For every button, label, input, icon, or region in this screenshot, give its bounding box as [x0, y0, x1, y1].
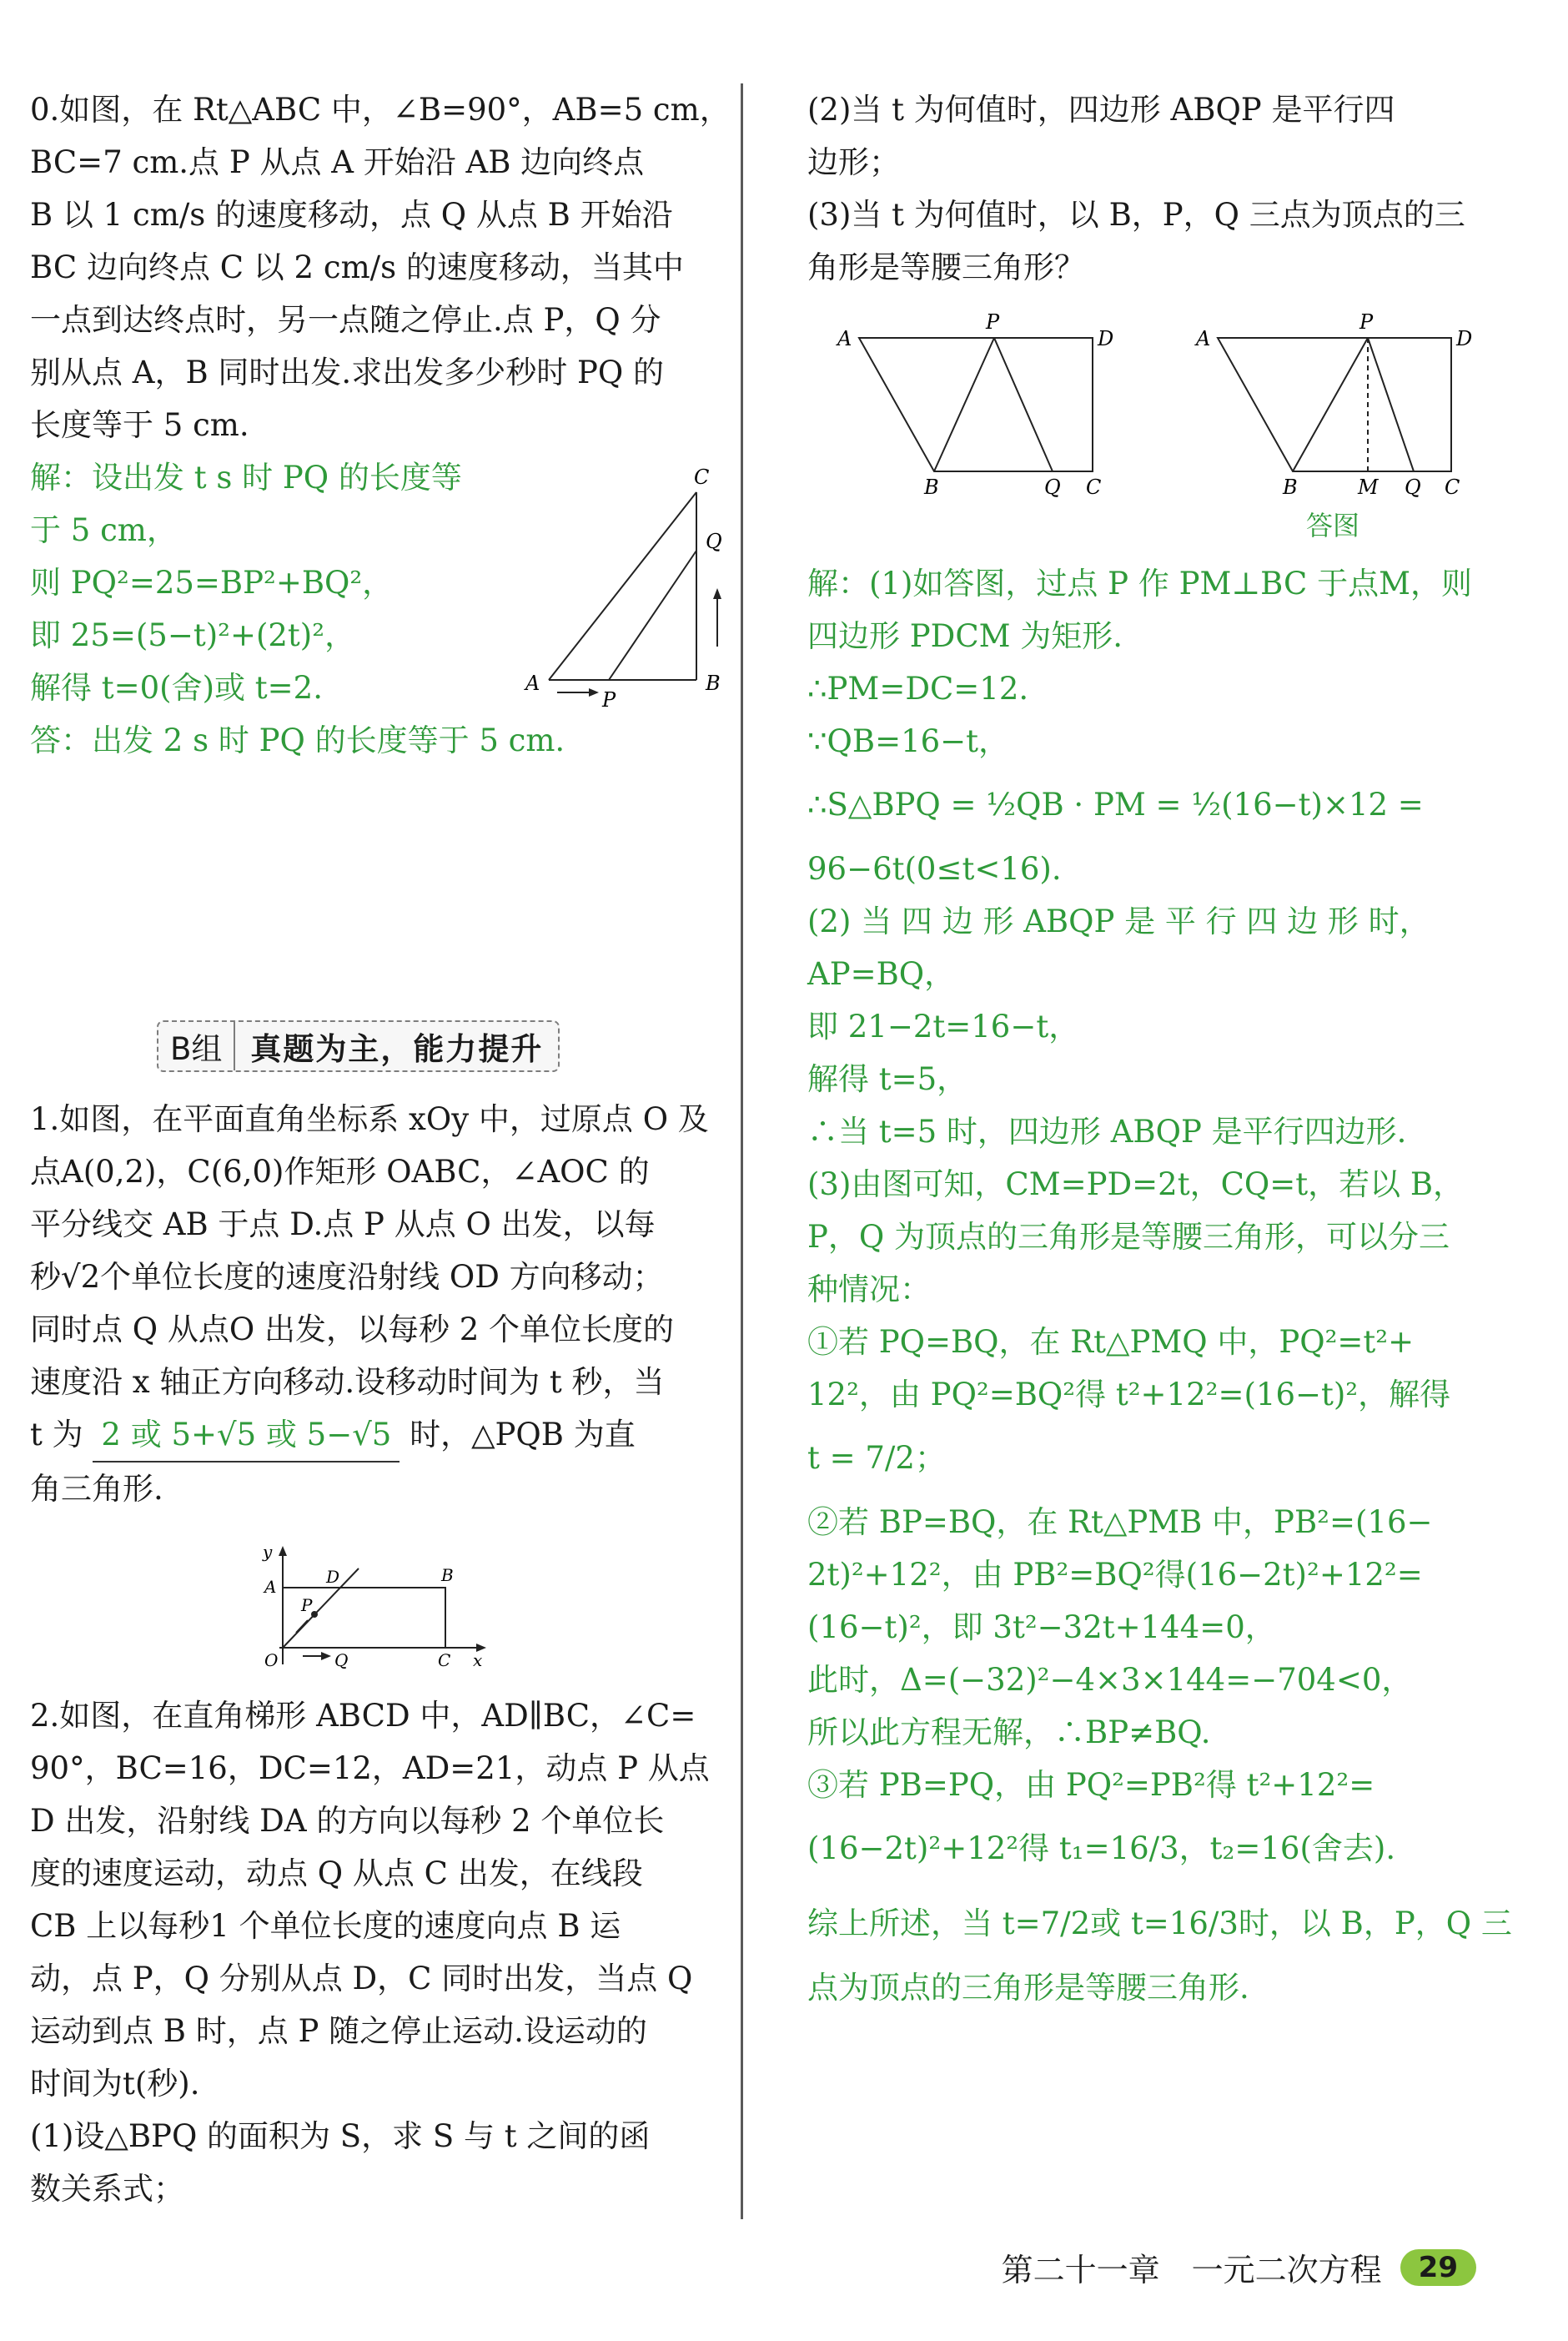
q1-line: 速度沿 x 轴正方向移动.设移动时间为 t 秒，当: [30, 1364, 665, 1400]
fig2-left-label-b: B: [924, 476, 939, 499]
chapter-title: 第二十一章 一元二次方程: [1001, 2252, 1382, 2288]
solution-line: 解：(1)如答图，过点 P 作 PM⊥BC 于点M，则: [807, 566, 1472, 602]
q0-line: 别从点 A，B 同时出发.求出发多少秒时 PQ 的: [30, 355, 664, 390]
solution-line: ∴S△BPQ = ½QB · PM = ½(16−t)×12 =: [807, 787, 1424, 823]
q2-line: 数关系式；: [30, 2171, 184, 2207]
q1-line: 1.如图，在平面直角坐标系 xOy 中，过原点 O 及: [30, 1101, 709, 1137]
section-tag: [157, 1020, 560, 1072]
fig1-label-d: D: [326, 1567, 340, 1587]
solution-line: ∴当 t=5 时，四边形 ABQP 是平行四边形.: [807, 1114, 1407, 1150]
q0-line: B 以 1 cm/s 的速度移动，点 Q 从点 B 开始沿: [30, 197, 673, 233]
q2-line: (1)设△BPQ 的面积为 S，求 S 与 t 之间的函: [30, 2118, 651, 2154]
fig1-label-y: y: [263, 1542, 273, 1562]
solution-line: 96−6t(0≤t<16).: [807, 851, 1062, 887]
q2-line: 时间为t(秒).: [30, 2066, 200, 2102]
fig1-label-o: O: [264, 1650, 279, 1670]
fig2-right-label-c: C: [1445, 476, 1460, 499]
question-2: [30, 1689, 722, 2215]
q0-solution-line: 解得 t=0(舍)或 t=2.: [30, 670, 323, 706]
q0-solution-line: 于 5 cm，: [30, 512, 178, 548]
fig2-left-label-d: D: [1098, 327, 1114, 350]
section-group: B组: [158, 1022, 235, 1070]
section-title: 真题为主，能力提升: [250, 1030, 544, 1067]
fig2-right-label-m: M: [1358, 476, 1379, 499]
q0-solution-line: 则 PQ²=25=BP²+BQ²，: [30, 565, 394, 601]
fig2-right-label-b: B: [1283, 476, 1298, 499]
solution-line: AP=BQ，: [807, 956, 956, 992]
q1-fill-line: [30, 1408, 722, 1462]
fig1-label-x: x: [473, 1650, 483, 1670]
q2-line: 边形；: [807, 144, 900, 180]
q2-line: CB 上以每秒1 个单位长度的速度向点 B 运: [30, 1908, 621, 1944]
q0-line: 长度等于 5 cm.: [30, 407, 249, 443]
q2-solution: [807, 557, 1512, 2014]
solution-line: P，Q 为顶点的三角形是等腰三角形，可以分三: [807, 1219, 1450, 1255]
question-0: [30, 83, 731, 451]
solution-line: ∴PM=DC=12.: [807, 671, 1029, 707]
figure-coordinate-rectangle: [254, 1539, 496, 1677]
q0-solution-line: 即 25=(5−t)²+(2t)²，: [30, 617, 356, 653]
q0-line: 0.如图，在 Rt△ABC 中，∠B=90°，AB=5 cm，: [30, 92, 731, 128]
page-number: 29: [1400, 2249, 1476, 2286]
q2-line: (2)当 t 为何值时，四边形 ABQP 是平行四: [807, 92, 1395, 128]
fig2-right-label-q: Q: [1405, 476, 1421, 499]
q0-solution-line: 解：设出发 t s 时 PQ 的长度等: [30, 460, 462, 496]
fig0-label-b: B: [706, 672, 721, 695]
q1-line: 平分线交 AB 于点 D.点 P 从点 O 出发，以每: [30, 1206, 656, 1242]
solution-line: (3)由图可知，CM=PD=2t，CQ=t，若以 B，: [807, 1166, 1465, 1202]
solution-line: 12²，由 PQ²=BQ²得 t²+12²=(16−t)²，解得: [807, 1377, 1451, 1412]
q1-line: 角三角形.: [30, 1471, 163, 1507]
solution-line: ①若 PQ=BQ，在 Rt△PMQ 中，PQ²=t²+: [807, 1324, 1415, 1360]
q2-line: 90°，BC=16，DC=12，AD=21，动点 P 从点: [30, 1750, 710, 1786]
q0-line: BC=7 cm.点 P 从点 A 开始沿 AB 边向终点: [30, 144, 645, 180]
fig2-right-label-d: D: [1456, 327, 1473, 350]
column-divider: [741, 83, 743, 2219]
fig2-left-label-c: C: [1086, 476, 1102, 499]
fig2-left-label-q: Q: [1044, 476, 1061, 499]
fig2-right-label-a: A: [1196, 327, 1211, 350]
page-footer: [1002, 2244, 1476, 2290]
q2-line: (3)当 t 为何值时，以 B，P，Q 三点为顶点的三: [807, 197, 1465, 233]
fig0-label-a: A: [525, 672, 540, 695]
fig1-label-b: B: [441, 1565, 454, 1585]
solution-line: (2) 当 四 边 形 ABQP 是 平 行 四 边 形 时，: [807, 904, 1430, 939]
fig2-left-label-a: A: [837, 327, 852, 350]
q0-solution-line: 答：出发 2 s 时 PQ 的长度等于 5 cm.: [30, 722, 565, 758]
solution-line: ②若 BP=BQ，在 Rt△PMB 中，PB²=(16−: [807, 1504, 1433, 1540]
question-1: [30, 1093, 722, 1515]
solution-line: 综上所述，当 t=7/2或 t=16/3时，以 B，P，Q 三: [807, 1906, 1512, 1941]
q2-line: D 出发，沿射线 DA 的方向以每秒 2 个单位长: [30, 1803, 665, 1839]
fig0-label-q: Q: [706, 530, 722, 553]
q2-line: 动，点 P，Q 分别从点 D，C 同时出发，当点 Q: [30, 1961, 693, 1996]
q0-line: BC 边向终点 C 以 2 cm/s 的速度移动，当其中: [30, 249, 684, 285]
fig2-left-label-p: P: [986, 310, 1000, 334]
figure-caption: 答图: [1306, 510, 1360, 541]
solution-line: 四边形 PDCM 为矩形.: [807, 618, 1123, 654]
solution-line: 此时，Δ=(−32)²−4×3×144=−704<0，: [807, 1662, 1413, 1698]
fig0-label-c: C: [694, 466, 710, 489]
q2-line: 2.如图，在直角梯形 ABCD 中，AD∥BC，∠C=: [30, 1698, 696, 1734]
fig2-right-label-p: P: [1359, 310, 1374, 334]
q2-line: 角形是等腰三角形？: [807, 249, 1085, 285]
solution-line: 2t)²+12²，由 PB²=BQ²得(16−2t)²+12²=: [807, 1557, 1423, 1593]
solution-line: ∵QB=16−t，: [807, 723, 1010, 759]
solution-line: t = 7/2；: [807, 1440, 946, 1476]
q1-fill-answer: 2 或 5+√5 或 5−√5: [93, 1408, 400, 1462]
figure-triangle-abc: [517, 455, 734, 713]
q1-line: 同时点 Q 从点O 出发，以每秒 2 个单位长度的: [30, 1311, 675, 1347]
fig1-label-c: C: [438, 1650, 451, 1670]
q1-fill-prefix: t 为: [30, 1417, 83, 1452]
figure-trapezoids: [826, 309, 1510, 534]
fig1-label-p: P: [301, 1595, 313, 1615]
solution-line: 解得 t=5，: [807, 1061, 968, 1097]
solution-line: ③若 PB=PQ，由 PQ²=PB²得 t²+12²=: [807, 1767, 1375, 1803]
q1-fill-suffix: 时，△PQB 为直: [410, 1417, 636, 1452]
fig0-label-p: P: [602, 688, 616, 712]
solution-line: (16−2t)²+12²得 t₁=16/3，t₂=16(舍去).: [807, 1830, 1396, 1866]
q2-line: 运动到点 B 时，点 P 随之停止运动.设运动的: [30, 2013, 647, 2049]
solution-line: 所以此方程无解，∴BP≠BQ.: [807, 1714, 1211, 1750]
right-column: [807, 83, 1491, 294]
fig1-label-q: Q: [334, 1650, 349, 1670]
q1-line: 点A(0,2)，C(6,0)作矩形 OABC，∠AOC 的: [30, 1154, 650, 1190]
q2-line: 度的速度运动，动点 Q 从点 C 出发，在线段: [30, 1855, 643, 1891]
solution-line: (16−t)²，即 3t²−32t+144=0，: [807, 1609, 1276, 1645]
solution-line: 即 21−2t=16−t，: [807, 1009, 1080, 1045]
solution-line: 种情况：: [807, 1271, 931, 1307]
solution-line: 点为顶点的三角形是等腰三角形.: [807, 1970, 1249, 2006]
q1-line: 秒√2个单位长度的速度沿射线 OD 方向移动；: [30, 1259, 664, 1295]
q0-line: 一点到达终点时，另一点随之停止.点 P，Q 分: [30, 302, 661, 338]
fig1-label-a: A: [264, 1577, 277, 1597]
